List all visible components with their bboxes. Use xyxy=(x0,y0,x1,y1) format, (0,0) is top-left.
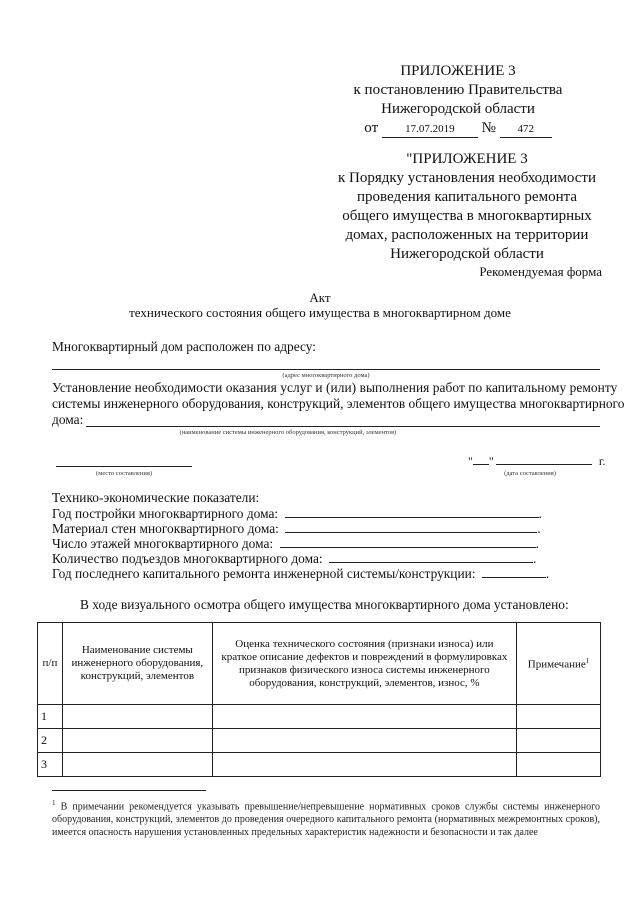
necessity-line-3: дома: xyxy=(52,412,84,427)
place-line xyxy=(56,466,192,467)
decree-line-2: Нижегородской области xyxy=(381,101,535,117)
procedure-title: "ПРИЛОЖЕНИЕ 3 xyxy=(406,151,528,167)
footnote-text: В примечании рекомендуется указывать превышение/непревышение нормативных сроков службы системы инженерного оборудования, конструкций, элементов до проведения очередного капитального ремонта (нормативных межремонтных сроков), имеется опасность нарушения установленных предельных характеристик надежности и безопасности и так далее xyxy=(52,801,601,839)
indicator-row xyxy=(52,521,541,537)
system-line xyxy=(86,426,600,427)
year-suffix: г. xyxy=(598,454,606,468)
indicator-terminator: . xyxy=(538,506,542,521)
form-note: Рекомендуемая форма xyxy=(479,264,602,279)
table-row xyxy=(38,729,601,753)
date-quote-open: " xyxy=(468,454,473,468)
indicator-blank xyxy=(329,551,533,563)
table-header-row xyxy=(38,623,601,705)
system-hint: (наименование системы инженерного оборудования, конструкций, элементов) xyxy=(179,429,397,436)
place-hint: (место составления) xyxy=(95,470,153,477)
number-label: № xyxy=(481,120,496,136)
decree-date: 17.07.2019 xyxy=(382,123,478,138)
indicator-row xyxy=(52,536,539,552)
row-cell[interactable] xyxy=(517,729,601,753)
footnote-separator xyxy=(52,790,206,791)
month-blank xyxy=(496,454,592,465)
row-index: 3 xyxy=(38,753,63,777)
address-line xyxy=(52,369,600,370)
indicator-blank xyxy=(280,536,536,548)
decree-line-1: к постановлению Правительства xyxy=(353,82,563,98)
row-cell[interactable] xyxy=(212,729,516,753)
footnote xyxy=(52,797,600,839)
date-field xyxy=(468,454,605,469)
header-note xyxy=(517,623,601,705)
header-system-name: Наименование системы инженерного оборудования, конструкций, элементов xyxy=(62,623,212,705)
header-note-sup: 1 xyxy=(585,657,590,666)
indicator-blank xyxy=(482,566,546,578)
indicator-row xyxy=(52,506,542,522)
indicator-label: Число этажей многоквартирного дома: xyxy=(52,536,274,551)
row-cell[interactable] xyxy=(517,705,601,729)
from-label: от xyxy=(364,120,379,136)
indicator-blank xyxy=(285,506,539,518)
indicator-label: Количество подъездов многоквартирного дома: xyxy=(52,551,323,566)
row-cell[interactable] xyxy=(62,705,212,729)
table-row xyxy=(38,753,601,777)
act-title: Акт xyxy=(309,290,331,305)
date-hint: (дата составления) xyxy=(504,470,556,477)
necessity-line-2: системы инженерного оборудования, конструкций, элементов общего имущества многоквартирного xyxy=(52,396,625,411)
day-blank xyxy=(473,454,489,465)
indicator-terminator: . xyxy=(545,566,550,581)
act-subtitle: технического состояния общего имущества в многоквартирном доме xyxy=(129,305,511,320)
appendix-header xyxy=(328,62,588,138)
appendix-title: ПРИЛОЖЕНИЕ 3 xyxy=(400,63,516,79)
header-assessment: Оценка технического состояния (признаки износа) или краткое описание дефектов и повреждений в формулировках признаков физического износа системы инженерного оборудования, конструкций, элементов, износ, % xyxy=(212,623,516,705)
procedure-line: проведения капитального ремонта xyxy=(356,189,578,205)
row-cell[interactable] xyxy=(212,705,516,729)
table-row xyxy=(38,705,601,729)
header-index: п/п xyxy=(38,623,63,705)
date-quote-close: " xyxy=(488,454,494,468)
address-label: Многоквартирный дом расположен по адресу: xyxy=(52,339,316,354)
decree-number: 472 xyxy=(500,123,552,138)
procedure-line: домах, расположенных на территории xyxy=(345,227,589,243)
indicator-row xyxy=(52,566,549,582)
necessity-line-1: Установление необходимости оказания услуг и (или) выполнения работ по капитальному ремонту xyxy=(52,380,618,395)
indicators-title: Технико-экономические показатели: xyxy=(52,490,260,505)
indicator-row xyxy=(52,551,536,567)
inspection-table xyxy=(37,622,601,777)
row-index: 1 xyxy=(38,705,63,729)
header-note-label: Примечание xyxy=(527,658,586,671)
indicator-label: Материал стен многоквартирного дома: xyxy=(52,521,279,536)
indicator-terminator: . xyxy=(533,551,537,566)
procedure-header xyxy=(332,150,602,264)
indicator-label: Год последнего капитального ремонта инженерной системы/конструкции: xyxy=(52,566,476,581)
indicator-terminator: . xyxy=(535,536,539,551)
row-cell[interactable] xyxy=(62,729,212,753)
row-cell[interactable] xyxy=(517,753,601,777)
procedure-line: общего имущества в многоквартирных xyxy=(342,208,592,224)
row-cell[interactable] xyxy=(212,753,516,777)
indicator-label: Год постройки многоквартирного дома: xyxy=(52,506,279,521)
address-hint: (адрес многоквартирного дома) xyxy=(282,372,370,379)
decree-date-number xyxy=(328,119,588,138)
footnote-mark: 1 xyxy=(52,799,56,807)
row-index: 2 xyxy=(38,729,63,753)
procedure-line: Нижегородской области xyxy=(390,246,544,262)
row-cell[interactable] xyxy=(62,753,212,777)
indicator-terminator: . xyxy=(537,521,541,536)
procedure-line: к Порядку установления необходимости xyxy=(337,170,597,186)
indicator-blank xyxy=(285,521,537,533)
inspection-text: В ходе визуального осмотра общего имущества многоквартирного дома установлено: xyxy=(80,597,569,612)
